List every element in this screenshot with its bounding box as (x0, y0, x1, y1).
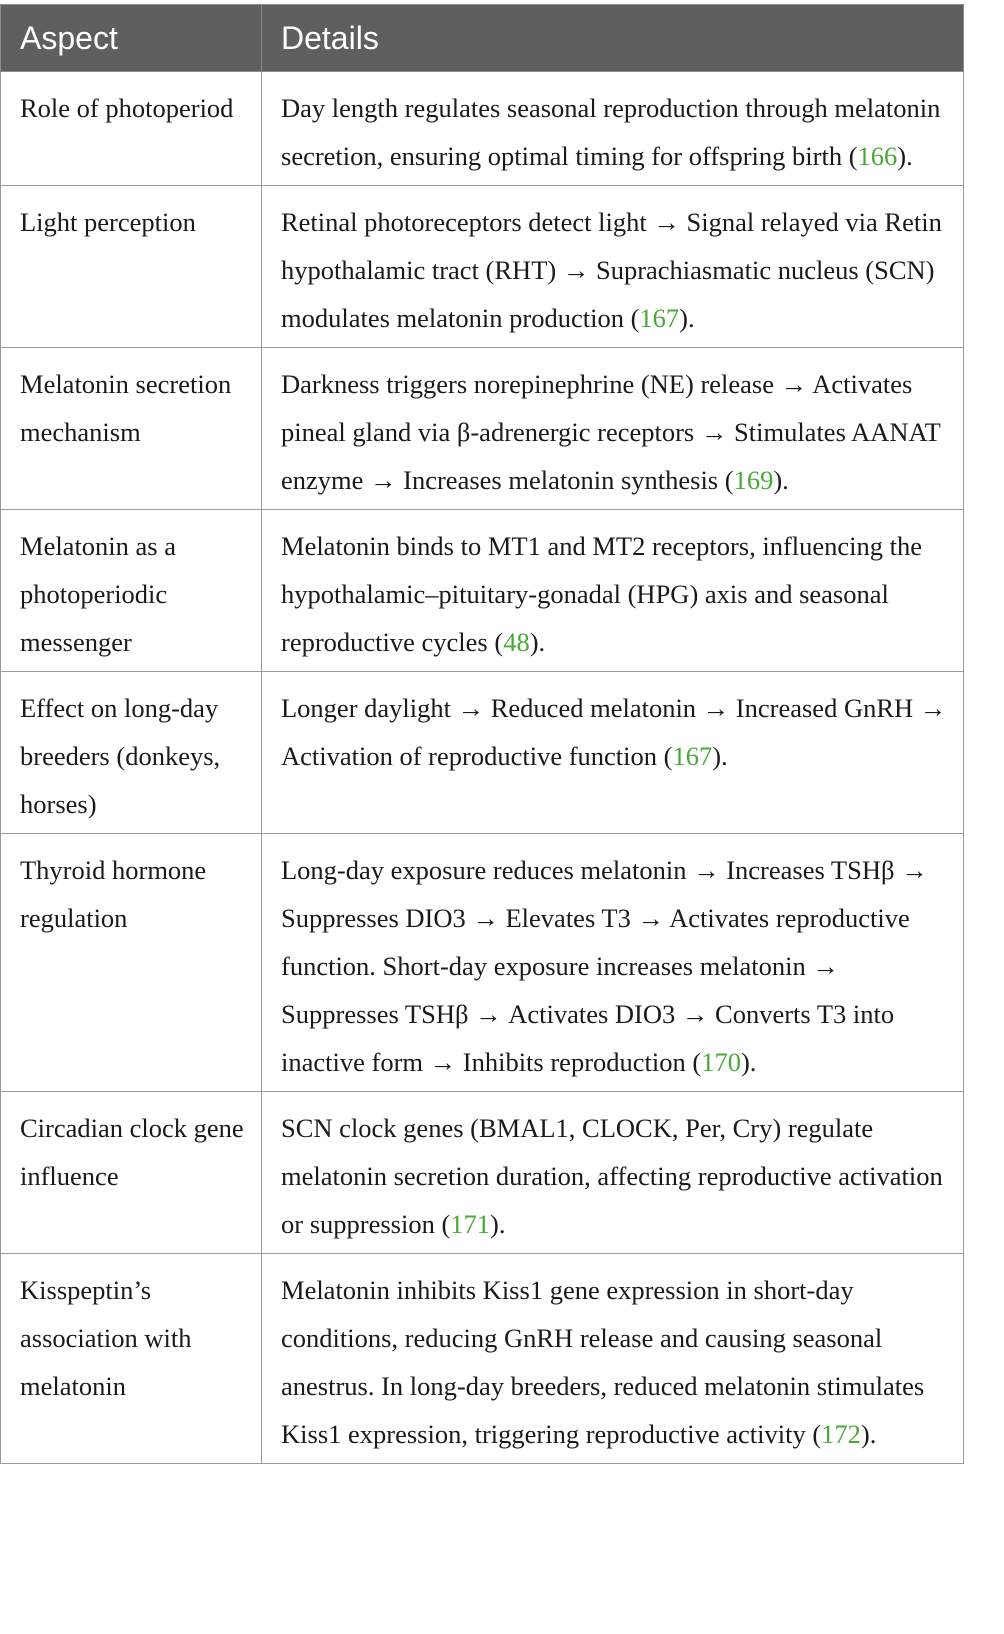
citation-link[interactable]: 169 (733, 465, 774, 495)
header-aspect: Aspect (1, 5, 262, 72)
details-cell (262, 1092, 964, 1254)
details-text: Melatonin binds to MT1 and MT2 receptors, influencing the hypothalamic–pituitary-gonadal (HPG) axis and seasonal reproductive cycles ( (281, 531, 923, 657)
details-cell (262, 72, 964, 186)
citation-link[interactable]: 166 (857, 141, 898, 171)
table-row (1, 834, 964, 1092)
citation-link[interactable]: 170 (701, 1047, 741, 1077)
details-text: Darkness triggers norepinephrine (NE) release → Activates pineal gland via β-adrenergic receptors → Stimulates AANAT enzyme → Increases melatonin synthesis ( (281, 369, 941, 495)
details-tail: ). (712, 741, 728, 771)
details-cell (262, 510, 964, 672)
details-text: SCN clock genes (BMAL1, CLOCK, Per, Cry) regulate melatonin secretion duration, affecting reproductive activation or suppression ( (281, 1113, 943, 1239)
header-details: Details (262, 5, 964, 72)
details-text: Melatonin inhibits Kiss1 gene expression in short-day conditions, reducing GnRH release and causing seasonal anestrus. In long-day breeders, reduced melatonin stimulates Kiss1 expression, triggering reproductive activity ( (281, 1275, 925, 1449)
table-row (1, 510, 964, 672)
table-row (1, 1254, 964, 1464)
citation-link[interactable]: 172 (821, 1419, 861, 1449)
aspect-cell: Melatonin as a photoperiodic messenger (1, 510, 262, 672)
citation-link[interactable]: 167 (639, 303, 680, 333)
aspect-cell: Light perception (1, 186, 262, 348)
aspect-cell: Effect on long-day breeders (donkeys, horses) (1, 672, 262, 834)
details-tail: ). (740, 1047, 757, 1077)
header-row (1, 5, 964, 72)
table-row (1, 72, 964, 186)
data-table (0, 4, 964, 1464)
details-tail: ). (773, 465, 789, 495)
details-text: Long-day exposure reduces melatonin → Increases TSHβ → Suppresses DIO3 → Elevates T3 → Activates reproductive function. Short-day exposure increases melatonin → Suppresses TSHβ → Activates DIO3 → Converts T3 into inactive form → Inhibits reproduction ( (281, 855, 928, 1077)
aspect-cell: Role of photoperiod (1, 72, 262, 186)
details-tail: ). (529, 627, 546, 657)
details-text: Retinal photoreceptors detect light → Signal relayed via Retin hypothalamic tract (RHT) → Suprachiasmatic nucleus (SCN) modulates melatonin production ( (281, 207, 942, 333)
details-tail: ). (860, 1419, 877, 1449)
citation-link[interactable]: 167 (672, 741, 713, 771)
details-tail: ). (679, 303, 695, 333)
aspect-cell: Kisspeptin’s association with melatonin (1, 1254, 262, 1464)
aspect-cell: Thyroid hormone regulation (1, 834, 262, 1092)
table-row (1, 672, 964, 834)
citation-link[interactable]: 171 (450, 1209, 491, 1239)
details-text: Day length regulates seasonal reproduction through melatonin secretion, ensuring optimal timing for offspring birth ( (281, 93, 941, 171)
details-tail: ). (897, 141, 913, 171)
details-tail: ). (490, 1209, 506, 1239)
aspect-cell: Circadian clock gene influence (1, 1092, 262, 1254)
details-cell (262, 672, 964, 834)
details-text: Longer daylight → Reduced melatonin → Increased GnRH → Activation of reproductive function ( (281, 693, 947, 771)
details-cell (262, 1254, 964, 1464)
table-row (1, 186, 964, 348)
table-row (1, 1092, 964, 1254)
details-cell (262, 834, 964, 1092)
aspect-cell: Melatonin secretion mechanism (1, 348, 262, 510)
citation-link[interactable]: 48 (503, 627, 530, 657)
details-cell (262, 348, 964, 510)
table-row (1, 348, 964, 510)
details-cell (262, 186, 964, 348)
